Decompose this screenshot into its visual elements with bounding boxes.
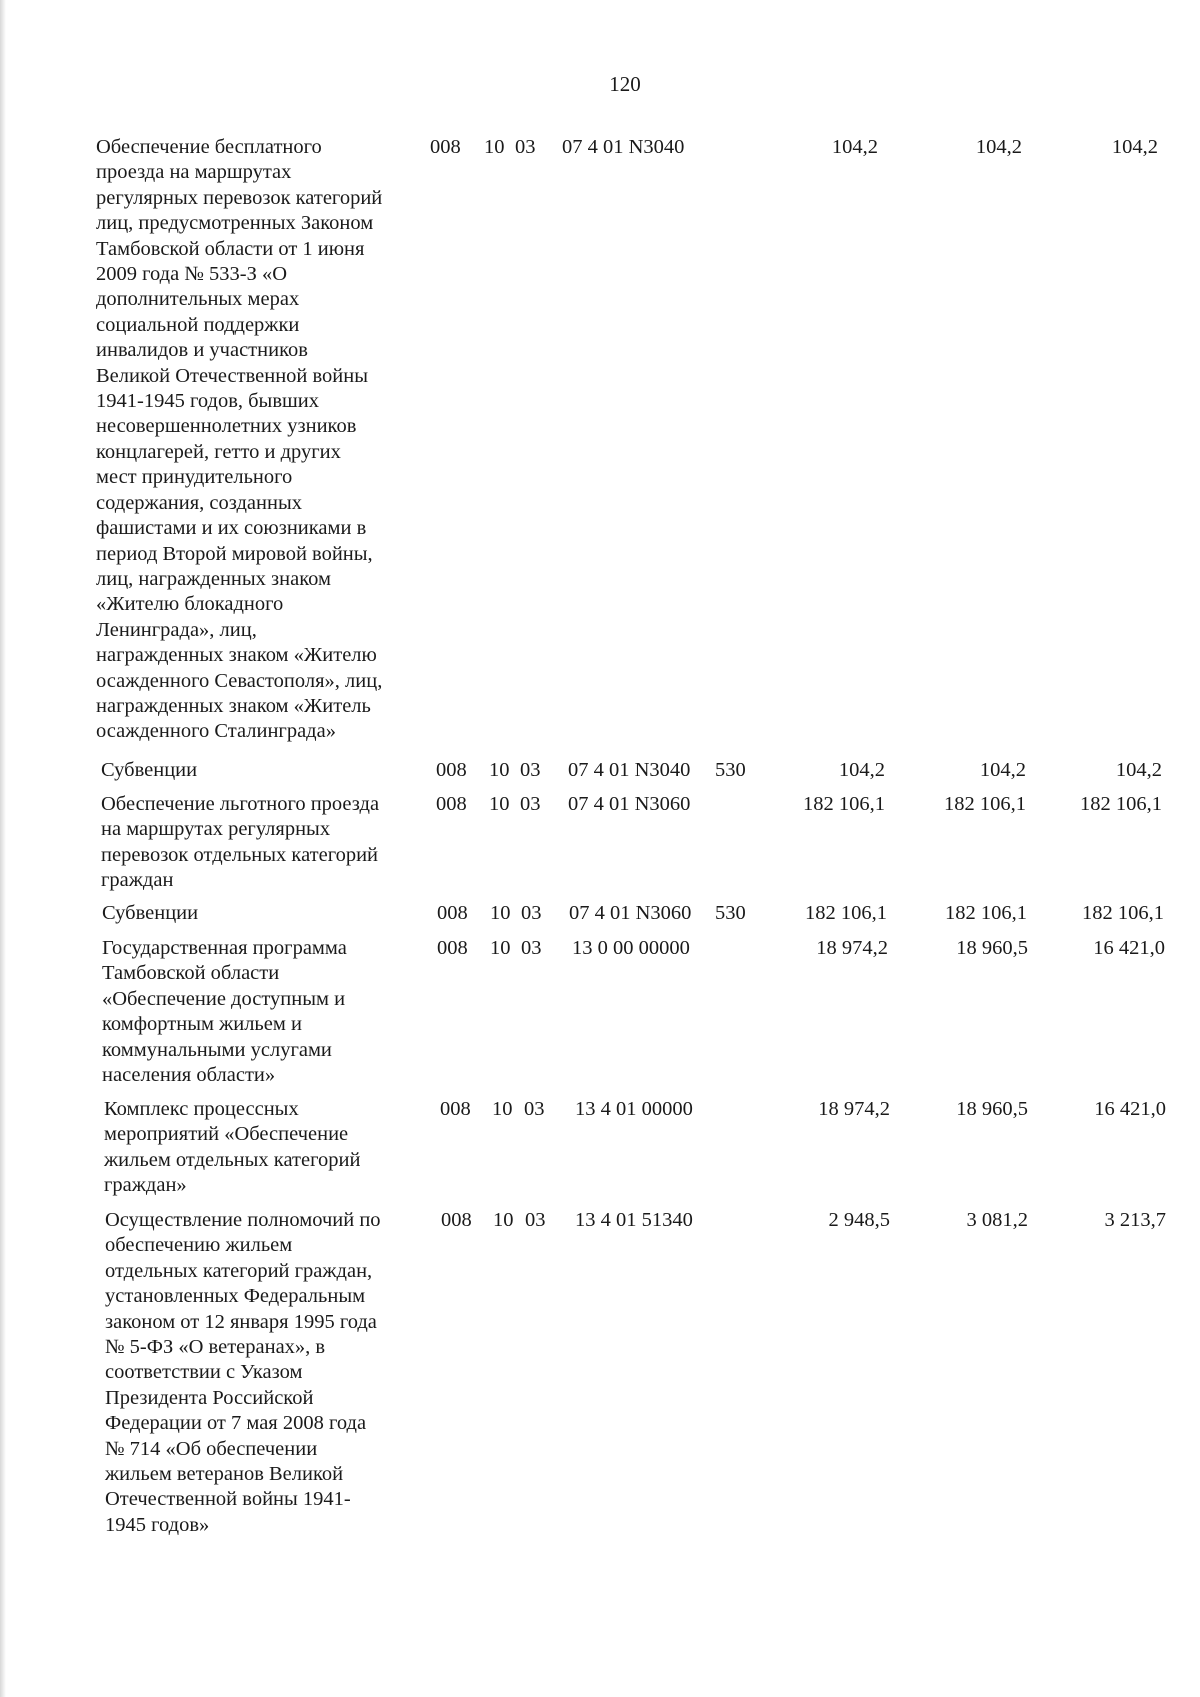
row-description: Субвенции (102, 902, 199, 924)
sum-year-1: 104,2 (838, 759, 885, 781)
ministry-code: 008 (440, 1098, 471, 1120)
row-description: Обеспечение льготного проезда на маршрутах регулярных перевозок отдельных категорий граждан (101, 793, 380, 892)
ministry-code: 008 (437, 902, 468, 924)
section-code: 10 (484, 136, 505, 158)
section-code: 10 (490, 902, 511, 924)
sum-year-1: 182 106,1 (803, 793, 885, 815)
sum-year-2: 182 106,1 (944, 793, 1026, 815)
sum-year-2: 18 960,5 (956, 937, 1028, 959)
row-description: Субвенции (101, 759, 198, 781)
row-description: Обеспечение бесплатного проезда на маршрутах регулярных перевозок категорий лиц, предусмотренных Законом Тамбовской области от 1 июня 2009 года № 533-З «О дополнительных мерах социальной поддержки инвалидов и участников Великой Отечественной войны 1941-1945 годов, бывших несовершеннолетних узников концлагерей, гетто и других мест принудительного содержания, созданных фашистами и их союзниками в период Второй мировой войны, лиц, награжденных знаком «Жителю блокадного Ленинграда», лиц, награжденных знаком «Жителю осажденного Севастополя», лиц, награжденных знаком «Житель осажденного Сталинграда» (96, 136, 383, 743)
subsection-code: 03 (521, 902, 542, 924)
sum-year-2: 104,2 (975, 136, 1022, 158)
section-code: 10 (489, 759, 510, 781)
expense-code: 530 (715, 759, 746, 781)
ministry-code: 008 (436, 793, 467, 815)
sum-year-3: 182 106,1 (1082, 902, 1164, 924)
subsection-code: 03 (515, 136, 536, 158)
target-code: 13 4 01 00000 (575, 1098, 693, 1120)
sum-year-1: 182 106,1 (805, 902, 887, 924)
subsection-code: 03 (520, 793, 541, 815)
section-code: 10 (493, 1209, 514, 1231)
page-number: 120 (609, 72, 641, 96)
ministry-code: 008 (430, 136, 461, 158)
target-code: 07 4 01 N3040 (568, 759, 691, 781)
sum-year-2: 3 081,2 (966, 1209, 1028, 1231)
sum-year-3: 16 421,0 (1094, 1098, 1166, 1120)
subsection-code: 03 (520, 759, 541, 781)
subsection-code: 03 (521, 937, 542, 959)
scan-edge (0, 0, 6, 1697)
sum-year-3: 182 106,1 (1080, 793, 1162, 815)
sum-year-1: 104,2 (831, 136, 878, 158)
subsection-code: 03 (524, 1098, 545, 1120)
sum-year-1: 2 948,5 (828, 1209, 890, 1231)
row-description: Государственная программа Тамбовской области «Обеспечение доступным и комфортным жильем и коммунальными услугами населения области» (102, 937, 347, 1087)
ministry-code: 008 (437, 937, 468, 959)
target-code: 13 4 01 51340 (575, 1209, 693, 1231)
sum-year-3: 3 213,7 (1104, 1209, 1166, 1231)
row-description: Осуществление полномочий по обеспечению жильем отдельных категорий граждан, установленных Федеральным законом от 12 января 1995 года № 5-ФЗ «О ветеранах», в соответствии с Указом Президента Российской Федерации от 7 мая 2008 года № 714 «Об обеспечении жильем ветеранов Великой Отечественной войны 1941- 1945 годов» (105, 1209, 381, 1536)
sum-year-1: 18 974,2 (818, 1098, 890, 1120)
sum-year-1: 18 974,2 (816, 937, 888, 959)
sum-year-2: 182 106,1 (945, 902, 1027, 924)
section-code: 10 (489, 793, 510, 815)
row-description: Комплекс процессных мероприятий «Обеспечение жильем отдельных категорий граждан» (104, 1098, 361, 1197)
section-code: 10 (490, 937, 511, 959)
sum-year-2: 18 960,5 (956, 1098, 1028, 1120)
target-code: 07 4 01 N3060 (568, 793, 691, 815)
target-code: 13 0 00 00000 (572, 937, 690, 959)
sum-year-3: 16 421,0 (1093, 937, 1165, 959)
subsection-code: 03 (525, 1209, 546, 1231)
section-code: 10 (492, 1098, 513, 1120)
sum-year-3: 104,2 (1111, 136, 1158, 158)
expense-code: 530 (715, 902, 746, 924)
ministry-code: 008 (441, 1209, 472, 1231)
ministry-code: 008 (436, 759, 467, 781)
sum-year-3: 104,2 (1115, 759, 1162, 781)
sum-year-2: 104,2 (979, 759, 1026, 781)
target-code: 07 4 01 N3040 (562, 136, 685, 158)
target-code: 07 4 01 N3060 (569, 902, 692, 924)
